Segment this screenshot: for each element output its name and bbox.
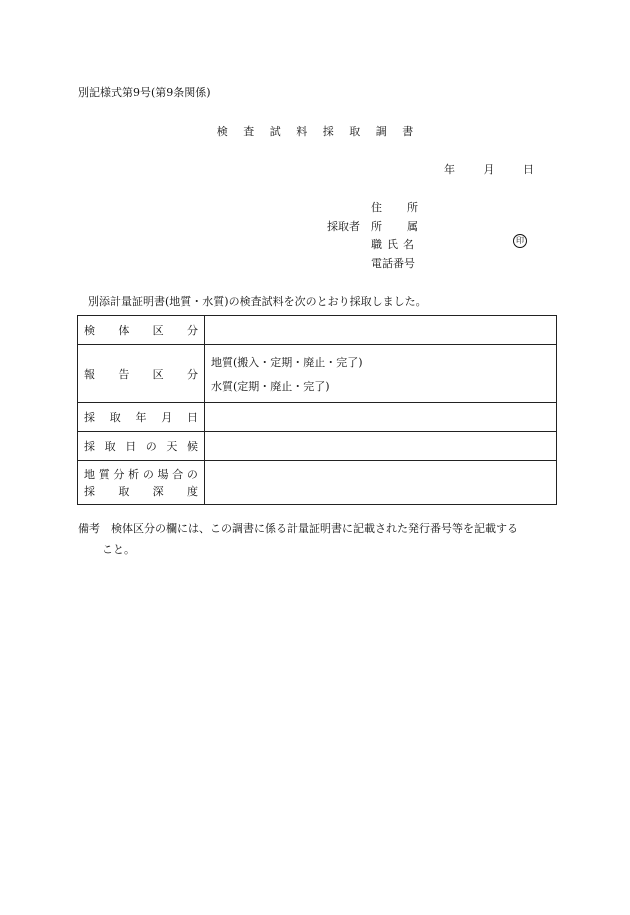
- month-label: 月: [483, 163, 495, 176]
- table-row: [78, 403, 557, 432]
- soil-option[interactable]: 地質(搬入・定期・廃止・完了): [211, 355, 363, 369]
- title-char: 採: [322, 125, 334, 138]
- remarks-line: 備考 検体区分の欄には、この調書に係る計量証明書に記載された発行番号等を記載する: [78, 522, 518, 535]
- depth-field[interactable]: [205, 461, 557, 505]
- seal-icon: 印: [513, 234, 527, 248]
- collection-date-field[interactable]: [205, 403, 557, 432]
- table-row: [78, 432, 557, 461]
- report-category-label: 報 告 区 分: [78, 345, 205, 403]
- weather-field[interactable]: [205, 432, 557, 461]
- remarks-note: [78, 518, 558, 560]
- title-char: 検: [216, 125, 228, 138]
- document-title: [0, 123, 630, 139]
- depth-label: 地 質 分 析 の 場 合 の 採 取 深 度: [78, 461, 205, 505]
- report-category-field[interactable]: [205, 345, 557, 403]
- collection-date-label: 採 取 年 月 日: [78, 403, 205, 432]
- form-reference: 別記様式第9号(第9条関係): [78, 86, 211, 99]
- day-label: 日: [523, 163, 534, 176]
- sample-category-field[interactable]: [205, 316, 557, 345]
- info-table: [77, 315, 557, 505]
- address-label: 住 所: [371, 201, 418, 214]
- year-label: 年: [444, 163, 455, 176]
- affiliation-label: 所 属: [371, 220, 418, 233]
- title-char: 書: [402, 125, 414, 138]
- weather-label: 採 取 日 の 天 候: [78, 432, 205, 461]
- remarks-line: こと。: [102, 543, 135, 556]
- title-char: 試: [269, 125, 281, 138]
- date-line: [444, 161, 534, 177]
- title-char: 査: [243, 125, 255, 138]
- water-option[interactable]: 水質(定期・廃止・完了): [211, 379, 330, 393]
- table-row: [78, 316, 557, 345]
- title-char: 調: [375, 125, 387, 138]
- table-row: [78, 461, 557, 505]
- intro-text: 別添計量証明書(地質・水質)の検査試料を次のとおり採取しました。: [88, 295, 427, 308]
- sample-category-label: 検 体 区 分: [78, 316, 205, 345]
- name-label: 職 氏 名: [371, 238, 414, 251]
- phone-label: 電話番号: [371, 257, 415, 270]
- collector-label: 採取者: [327, 220, 360, 233]
- table-row: [78, 345, 557, 403]
- title-char: 料: [296, 125, 308, 138]
- title-char: 取: [349, 125, 361, 138]
